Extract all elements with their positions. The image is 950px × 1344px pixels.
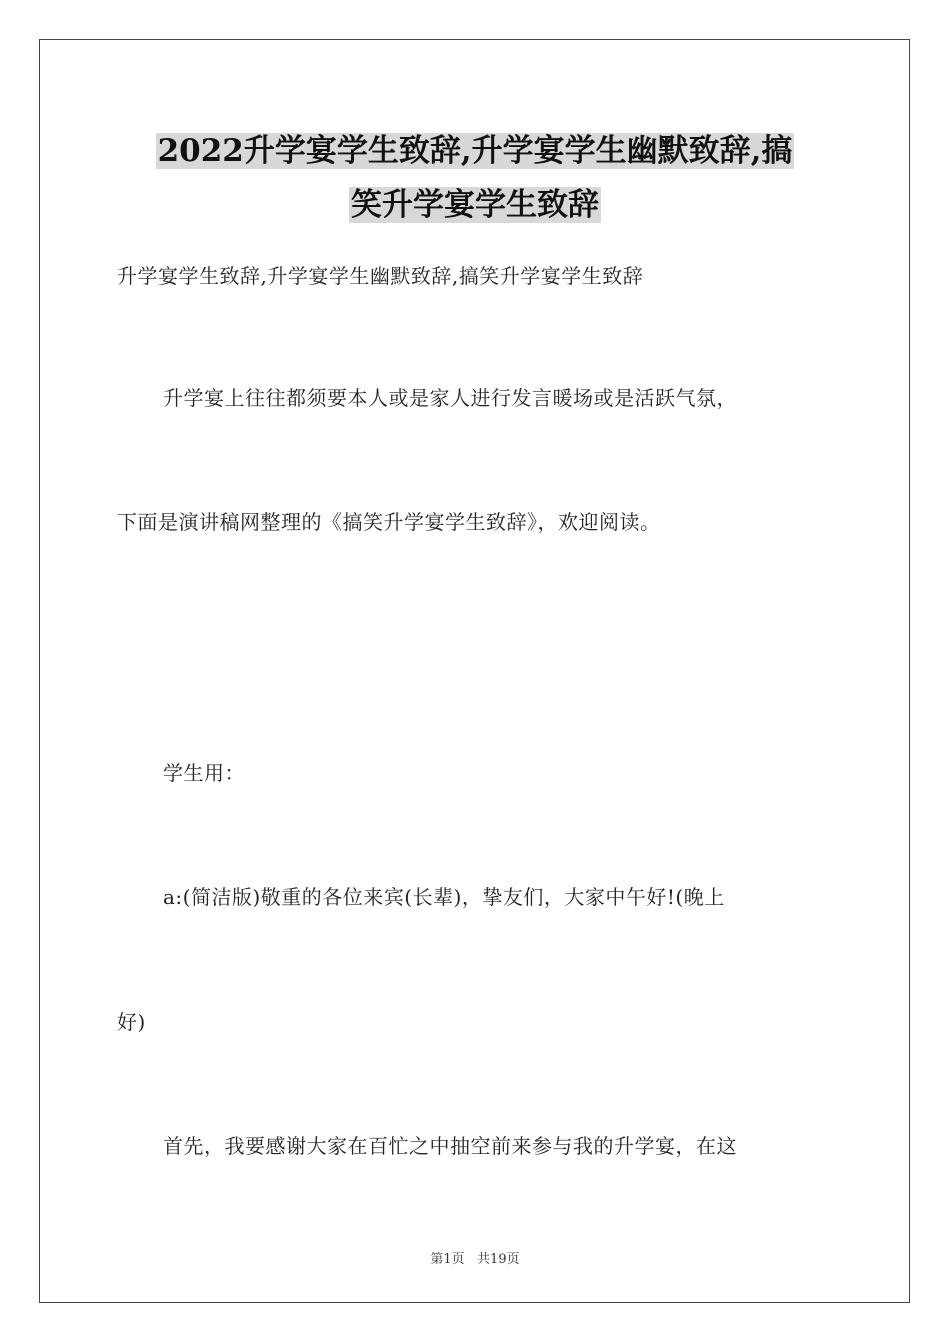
- paragraph-a-line-1: a:(简洁版)敬重的各位来宾(长辈)，挚友们，大家中午好!(晚上: [163, 885, 725, 909]
- document-subtitle: 升学宴学生致辞,升学宴学生幽默致辞,搞笑升学宴学生致辞: [117, 264, 644, 288]
- paragraph-a-line-2: 好): [117, 1010, 146, 1034]
- page-number-footer: 第1页 共19页: [430, 1252, 520, 1267]
- paragraph-student-heading: 学生用：: [163, 761, 245, 785]
- title-line-2: 笑升学宴学生致辞: [351, 187, 599, 223]
- paragraph-intro-line-2: 下面是演讲稿网整理的《搞笑升学宴学生致辞》，欢迎阅读。: [117, 510, 661, 534]
- document-title: [60, 124, 890, 232]
- paragraph-thanks-line-1: 首先，我要感谢大家在百忙之中抽空前来参与我的升学宴，在这: [163, 1134, 737, 1158]
- title-line-1: 2022升学宴学生致辞,升学宴学生幽默致辞,搞: [157, 133, 793, 169]
- paragraph-intro-line-1: 升学宴上往往都须要本人或是家人进行发言暖场或是活跃气氛，: [163, 386, 737, 410]
